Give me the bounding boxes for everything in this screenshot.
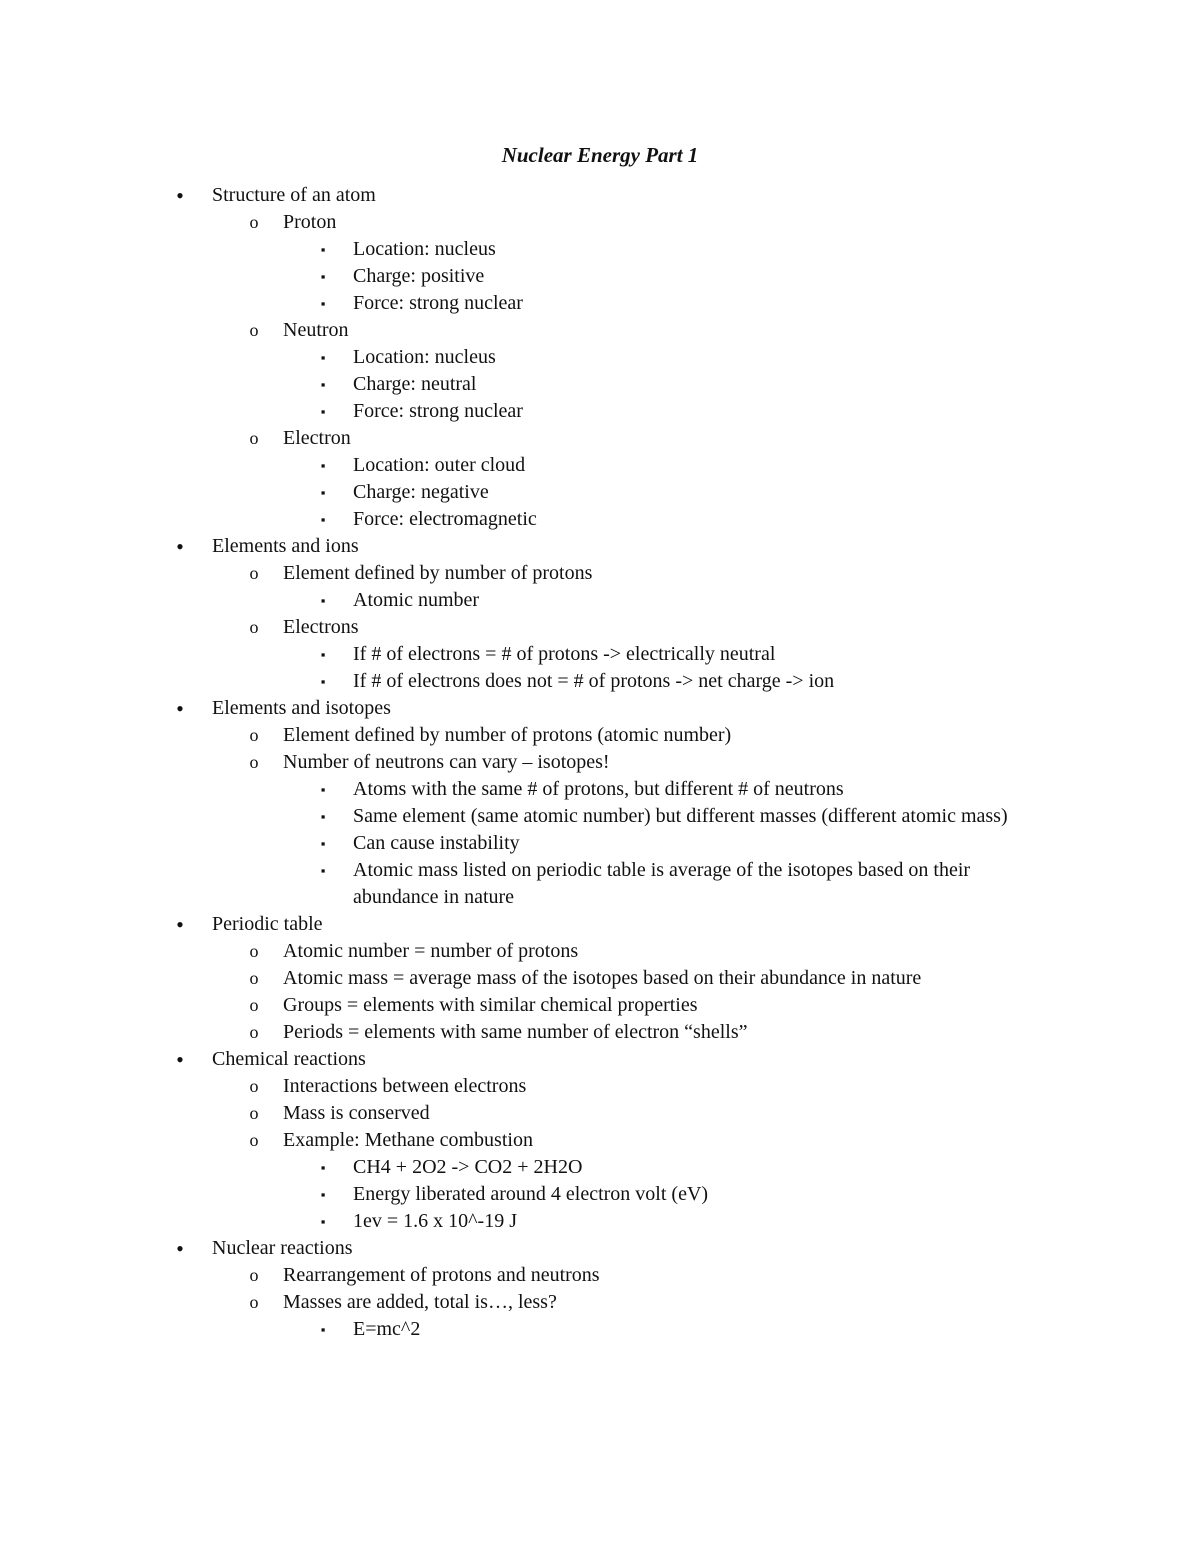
bullet-marker: o xyxy=(249,1103,259,1123)
item-text: Same element (same atomic number) but different masses (different atomic mass) xyxy=(353,805,1008,827)
item-text: Force: electromagnetic xyxy=(353,508,537,530)
bullet-marker: o xyxy=(249,995,259,1015)
item-text: Force: strong nuclear xyxy=(353,292,523,314)
item-text: Chemical reactions xyxy=(212,1048,366,1070)
item-text: Periodic table xyxy=(212,913,323,935)
bullet-marker: ▪ xyxy=(320,242,326,257)
bullet-marker: ▪ xyxy=(320,404,326,419)
bullet-marker: o xyxy=(249,1076,259,1096)
bullet-marker: ▪ xyxy=(320,836,326,851)
subtopic-item xyxy=(0,317,1200,344)
item-text: Electrons xyxy=(283,616,359,638)
bullet-marker: ▪ xyxy=(320,485,326,500)
detail-item xyxy=(0,290,1033,317)
subtopic-item xyxy=(0,965,1200,992)
topic-item xyxy=(0,182,1200,209)
item-text: Structure of an atom xyxy=(212,184,376,206)
bullet-marker: o xyxy=(249,320,259,340)
item-text: Elements and ions xyxy=(212,535,359,557)
bullet-marker: ▪ xyxy=(320,647,326,662)
detail-item xyxy=(0,1316,1033,1343)
item-text: Location: nucleus xyxy=(353,346,496,368)
detail-item xyxy=(0,236,1033,263)
subtopic-item xyxy=(0,425,1200,452)
topic-item xyxy=(0,533,1200,560)
bullet-marker: o xyxy=(249,752,259,772)
bullet-marker: • xyxy=(176,183,184,208)
subtopic-item xyxy=(0,992,1200,1019)
bullet-marker: o xyxy=(249,1265,259,1285)
bullet-marker: o xyxy=(249,725,259,745)
detail-item xyxy=(0,1181,1033,1208)
bullet-marker: • xyxy=(176,912,184,937)
item-text: Periods = elements with same number of electron “shells” xyxy=(283,1021,748,1043)
subtopic-item xyxy=(0,749,1200,776)
outline-list xyxy=(0,182,1200,1343)
item-text: If # of electrons = # of protons -> electrically neutral xyxy=(353,643,776,665)
subtopic-item xyxy=(0,560,1200,587)
item-text: 1ev = 1.6 x 10^-19 J xyxy=(353,1210,517,1232)
bullet-marker: o xyxy=(249,1130,259,1150)
detail-item xyxy=(0,1154,1033,1181)
subtopic-item xyxy=(0,1289,1200,1316)
bullet-marker: ▪ xyxy=(320,782,326,797)
detail-item xyxy=(0,830,1033,857)
bullet-marker: • xyxy=(176,534,184,559)
bullet-marker: o xyxy=(249,1022,259,1042)
subtopic-item xyxy=(0,209,1200,236)
item-text: Elements and isotopes xyxy=(212,697,391,719)
bullet-marker: ▪ xyxy=(320,1322,326,1337)
item-text: Interactions between electrons xyxy=(283,1075,527,1097)
bullet-marker: ▪ xyxy=(320,863,326,878)
subtopic-item xyxy=(0,614,1200,641)
item-text: Energy liberated around 4 electron volt (eV) xyxy=(353,1183,709,1205)
bullet-marker: ▪ xyxy=(320,350,326,365)
subtopic-item xyxy=(0,1100,1200,1127)
detail-item xyxy=(0,506,1033,533)
subtopic-item xyxy=(0,1073,1200,1100)
item-text: Location: outer cloud xyxy=(353,454,526,476)
bullet-marker: o xyxy=(249,941,259,961)
bullet-marker: ▪ xyxy=(320,674,326,689)
bullet-marker: ▪ xyxy=(320,458,326,473)
detail-item xyxy=(0,668,1033,695)
bullet-marker: ▪ xyxy=(320,593,326,608)
item-text: Atomic number = number of protons xyxy=(283,940,579,962)
item-text: Neutron xyxy=(283,319,349,341)
bullet-marker: o xyxy=(249,1292,259,1312)
bullet-marker: ▪ xyxy=(320,512,326,527)
item-text: Charge: neutral xyxy=(353,373,477,395)
item-text: Electron xyxy=(283,427,351,449)
topic-item xyxy=(0,695,1200,722)
document-title: Nuclear Energy Part 1 xyxy=(501,143,699,167)
item-text: Number of neutrons can vary – isotopes! xyxy=(283,751,610,773)
bullet-marker: • xyxy=(176,696,184,721)
detail-item xyxy=(0,803,1033,830)
topic-item xyxy=(0,1046,1200,1073)
item-text: E=mc^2 xyxy=(353,1318,421,1340)
bullet-marker: ▪ xyxy=(320,1214,326,1229)
detail-item xyxy=(0,641,1033,668)
bullet-marker: • xyxy=(176,1236,184,1261)
bullet-marker: ▪ xyxy=(320,1187,326,1202)
item-text: Atomic mass = average mass of the isotopes based on their abundance in nature xyxy=(283,967,922,989)
item-text: Element defined by number of protons xyxy=(283,562,593,584)
detail-item xyxy=(0,587,1033,614)
item-text: Charge: negative xyxy=(353,481,489,503)
item-text: Mass is conserved xyxy=(283,1102,430,1124)
detail-item xyxy=(0,479,1033,506)
item-text: If # of electrons does not = # of protons -> net charge -> ion xyxy=(353,670,835,692)
bullet-marker: o xyxy=(249,968,259,988)
bullet-marker: ▪ xyxy=(320,1160,326,1175)
subtopic-item xyxy=(0,1019,1200,1046)
item-text: Example: Methane combustion xyxy=(283,1129,533,1151)
bullet-marker: o xyxy=(249,428,259,448)
item-text: Atomic number xyxy=(353,589,480,611)
item-text: CH4 + 2O2 -> CO2 + 2H2O xyxy=(353,1156,583,1178)
subtopic-item xyxy=(0,1262,1200,1289)
topic-item xyxy=(0,1235,1200,1262)
detail-item xyxy=(0,776,1033,803)
detail-item xyxy=(0,263,1033,290)
detail-item xyxy=(0,1208,1033,1235)
item-text: Proton xyxy=(283,211,337,233)
bullet-marker: ▪ xyxy=(320,809,326,824)
item-text: Groups = elements with similar chemical properties xyxy=(283,994,698,1016)
bullet-marker: ▪ xyxy=(320,269,326,284)
item-text: Nuclear reactions xyxy=(212,1237,353,1259)
bullet-marker: ▪ xyxy=(320,377,326,392)
item-text: Masses are added, total is…, less? xyxy=(283,1291,557,1313)
bullet-marker: • xyxy=(176,1047,184,1072)
item-text: Element defined by number of protons (atomic number) xyxy=(283,724,732,746)
bullet-marker: o xyxy=(249,617,259,637)
item-text: Force: strong nuclear xyxy=(353,400,523,422)
item-text: Rearrangement of protons and neutrons xyxy=(283,1264,600,1286)
detail-item xyxy=(0,371,1033,398)
detail-item xyxy=(0,344,1033,371)
subtopic-item xyxy=(0,722,1200,749)
subtopic-item xyxy=(0,1127,1200,1154)
bullet-marker: o xyxy=(249,563,259,583)
item-text: Can cause instability xyxy=(353,832,520,854)
detail-item xyxy=(0,398,1033,425)
item-text: Atoms with the same # of protons, but different # of neutrons xyxy=(353,778,844,800)
subtopic-item xyxy=(0,938,1200,965)
item-text: Location: nucleus xyxy=(353,238,496,260)
bullet-marker: o xyxy=(249,212,259,232)
item-text: Atomic mass listed on periodic table is average of the isotopes based on their abundance in nature xyxy=(353,859,971,908)
detail-item xyxy=(0,857,1033,911)
topic-item xyxy=(0,911,1200,938)
item-text: Charge: positive xyxy=(353,265,485,287)
detail-item xyxy=(0,452,1033,479)
bullet-marker: ▪ xyxy=(320,296,326,311)
